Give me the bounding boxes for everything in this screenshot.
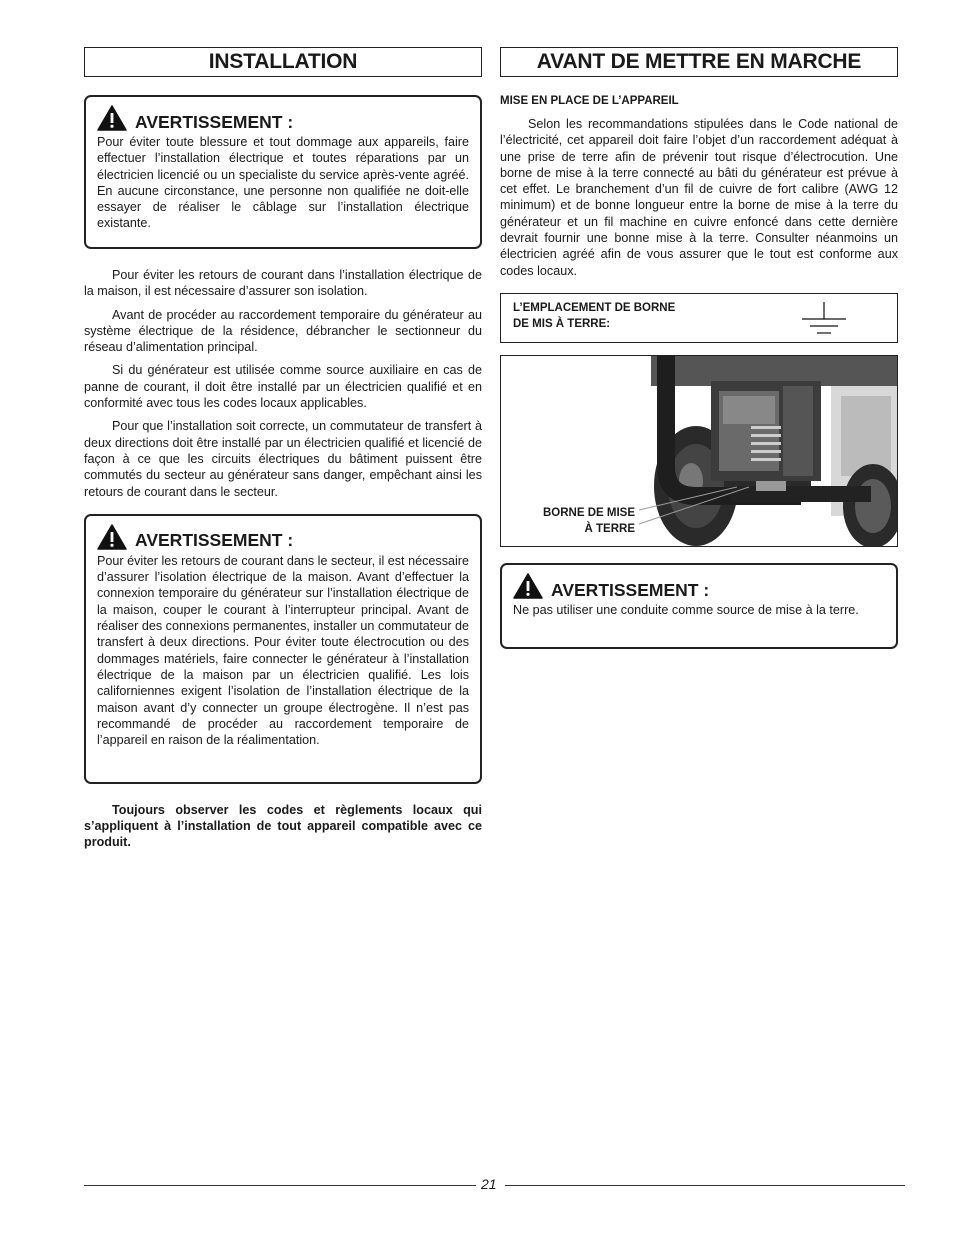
paragraph: Si du générateur est utilisée comme source auxiliaire en cas de panne de courant, il doit être installé par un électricien qualifié et en conformité avec tous les codes locaux applicables. (84, 363, 482, 411)
warning-title: AVERTISSEMENT : (135, 111, 294, 132)
warning-triangle-icon (513, 573, 543, 599)
warning-box-2 (84, 514, 482, 784)
warning-text: Pour éviter toute blessure et tout dommage aux appareils, faire effectuer l’installation électrique et toutes réparations par un électricien licencié ou un specialiste du service après-vente agréé. En aucune circonstance, une personne non qualifiée ne doit-elle essayer de réaliser le câblage sur l’installation électrique existante. (97, 135, 469, 231)
paragraph: Avant de procéder au raccordement temporaire du générateur au système électrique de la résidence, débrancher le sectionneur du réseau d’alimentation principal. (84, 307, 482, 355)
closing-note: Toujours observer les codes et règlements locaux qui s’appliquent à l’installation de tout appareil compatible avec ce produit. (84, 802, 482, 850)
right-column (500, 47, 898, 617)
warning-box-1 (84, 95, 482, 249)
grounding-paragraph: Selon les recommandations stipulées dans le Code national de l’électricité, cet appareil doit faire l’objet d’un raccordement adéquat à une prise de terre afin de prévenir tout risque d’électrocution. Une borne de mise à la terre connecté au bâti du générateur est prévue à cet effet. Le branchement d’un fil de cuivre de fort calibre (AWG 12 minimum) et de bonne longueur entre la borne de mise à la terre du générateur et un fil machine en cuivre enfoncé dans cette dernière devrait fournir une bonne mise à la terre. Consulter néanmoins un électricien agréé afin de vous assurer que le tout est conforme aux codes locaux. (500, 117, 898, 278)
photo-label-line2: À TERRE (584, 523, 635, 535)
warning-heading (513, 573, 885, 599)
avant-header: AVANT DE METTRE EN MARCHE (500, 47, 898, 77)
installation-header: INSTALLATION (84, 47, 482, 77)
warning-text: Pour éviter les retours de courant dans le secteur, il est nécessaire d’assurer l’isolation électrique de la maison. Avant d’effectuer la connexion temporaire du générateur sur l’installation électrique de la maison, couper le courant à l’interrupteur principal. Avant de réaliser des connexions permanentes, installer un commutateur de transfert à deux directions. Pour éviter toute électrocution ou des dommages matériels, faire connecter le générateur à l’installation électrique de la maison par un électricien qualifié. Les lois californiennes exigent l’isolation de l’installation électrique de la maison avant d’y connecter un groupe électrogène. Il n’est pas recommandé de procéder au raccordement temporaire de l’appareil en raison de la réalimentation. (97, 553, 469, 748)
ground-label-line2: DE MIS À TERRE: (513, 318, 611, 330)
body-paragraphs (84, 267, 482, 500)
subheading: MISE EN PLACE DE L’APPAREIL (500, 95, 679, 107)
ground-label-line1: L’EMPLACEMENT DE BORNE (513, 302, 676, 314)
photo-label (521, 505, 637, 537)
ground-location-box (500, 293, 898, 343)
warning-box-3 (500, 563, 898, 649)
page-number: 21 (481, 1176, 497, 1192)
left-column (84, 47, 482, 851)
warning-triangle-icon (97, 105, 127, 131)
warning-title: AVERTISSEMENT : (135, 530, 294, 551)
paragraph: Pour que l’installation soit correcte, un commutateur de transfert à deux directions doit être installé par un électricien qualifié et licencié de façon à ce que les circuits électriques du bâtiment puissent être commutés du secteur au générateur sans danger, empêchant ainsi les retours de courant dans le secteur. (84, 419, 482, 499)
footer-rule-right (505, 1185, 905, 1186)
generator-photo (500, 355, 898, 547)
paragraph: Pour éviter les retours de courant dans l’installation électrique de la maison, il est nécessaire d’assurer son isolation. (84, 268, 482, 299)
warning-heading (97, 105, 469, 131)
warning-triangle-icon (97, 524, 127, 550)
footer-rule-left (84, 1185, 476, 1186)
warning-title: AVERTISSEMENT : (551, 579, 710, 600)
warning-text: Ne pas utiliser une conduite comme source de mise à la terre. (513, 603, 859, 617)
photo-label-line1: BORNE DE MISE (542, 507, 635, 519)
ground-symbol-icon (801, 301, 847, 335)
warning-heading (97, 524, 469, 550)
